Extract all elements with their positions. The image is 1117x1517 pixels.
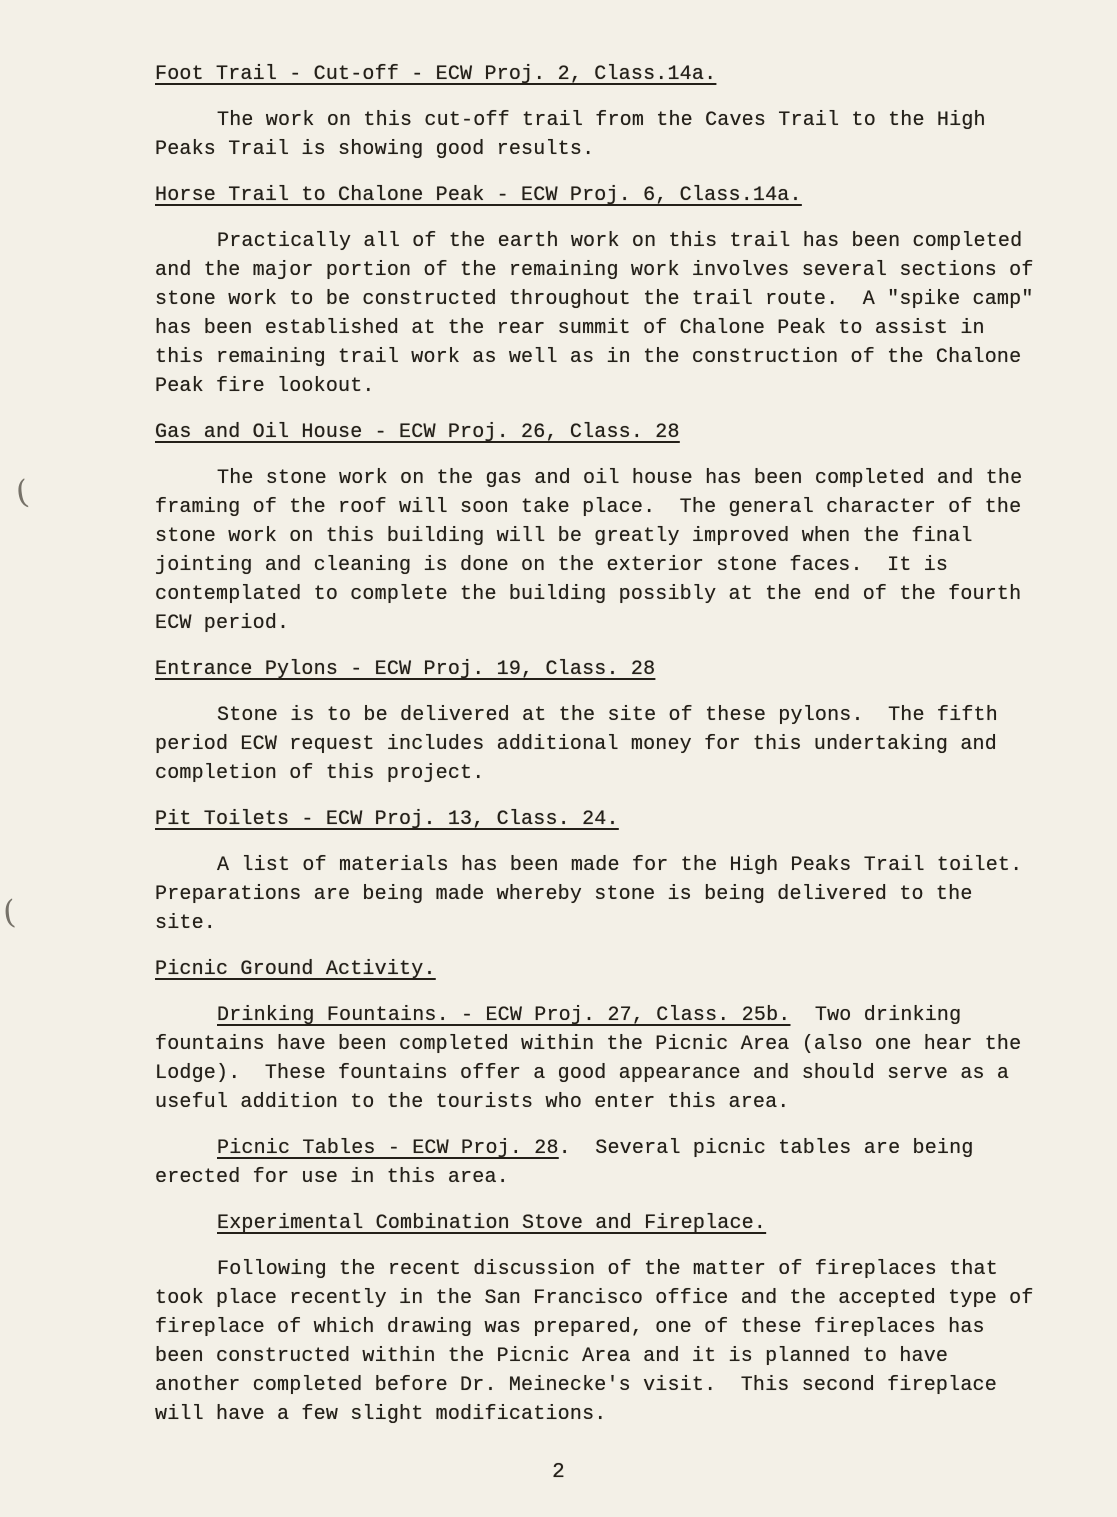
paragraph-stove-and-fireplace: Following the recent discussion of the matter of fireplaces that took place recently in the San Francisco office and the accepted type of fireplace of which drawing was prepared, one of these fireplaces has been constructed within the Picnic Area and it is planned to have another completed before Dr. Meinecke's visit. This second fireplace will have a few slight modifications. [155,1258,1046,1426]
section-gas-and-oil-house [155,418,1040,638]
paragraph-picnic-tables-text: . Several picnic tables are being erected for use in this area. [155,1137,986,1189]
paragraph-horse-trail: Practically all of the earth work on this trail has been completed and the major portion of the remaining work involves several sections of stone work to be constructed throughout the trail route. A "spike camp" has been established at the rear summit of Chalone Peak to assist in this remaining trail work as well as in the construction of the Chalone Peak fire lookout. [155,230,1046,398]
paragraph-drinking-fountains-text: Two drinking fountains have been completed within the Picnic Area (also one hear the Lodge). These fountains offer a good appearance and should serve as a useful addition to the tourists who enter this area. [155,1004,1034,1114]
paragraph-picnic-tables [155,1134,1040,1192]
heading-entrance-pylons: Entrance Pylons - ECW Proj. 19, Class. 28 [155,658,656,681]
heading-pit-toilets: Pit Toilets - ECW Proj. 13, Class. 24. [155,808,619,831]
section-picnic-ground-activity [155,955,1046,1429]
page-footer [0,1458,1117,1487]
section-horse-trail [155,181,1046,401]
heading-horse-trail: Horse Trail to Chalone Peak - ECW Proj. 6, Class.14a. [155,184,802,207]
heading-stove-and-fireplace: Experimental Combination Stove and Fireplace. [217,1212,767,1235]
heading-foot-trail: Foot Trail - Cut-off - ECW Proj. 2, Class.14a. [155,63,717,86]
section-pit-toilets [155,805,1047,938]
paragraph-gas-and-oil-house: The stone work on the gas and oil house has been completed and the framing of the roof will soon take place. The general character of the stone work on this building will be greatly improved when the final jointing and cleaning is done on the exterior stone faces. It is contemplated to complete the building possibly at the end of the fourth ECW period. [155,467,1035,635]
section-foot-trail [155,60,1040,164]
paragraph-drinking-fountains [155,1001,1040,1117]
page-number: 2 [552,1461,565,1484]
paragraph-entrance-pylons: Stone is to be delivered at the site of these pylons. The fifth period ECW request includes additional money for this undertaking and completion of this project. [155,704,1011,785]
section-entrance-pylons [155,655,1040,788]
scan-mark: ( [1,892,18,932]
paragraph-pit-toilets: A list of materials has been made for the High Peaks Trail toilet. Preparations are being made whereby stone is being delivered to the site. [155,854,1047,935]
page-content [155,60,1047,1429]
inline-heading-drinking-fountains: Drinking Fountains. - ECW Proj. 27, Class. 25b. [217,1004,791,1027]
heading-picnic-ground-activity: Picnic Ground Activity. [155,958,436,981]
paragraph-foot-trail: The work on this cut-off trail from the Caves Trail to the High Peaks Trail is showing good results. [155,109,998,161]
inline-heading-picnic-tables: Picnic Tables - ECW Proj. 28 [217,1137,559,1160]
scan-mark: ( [13,472,32,512]
heading-gas-and-oil-house: Gas and Oil House - ECW Proj. 26, Class. 28 [155,421,680,444]
